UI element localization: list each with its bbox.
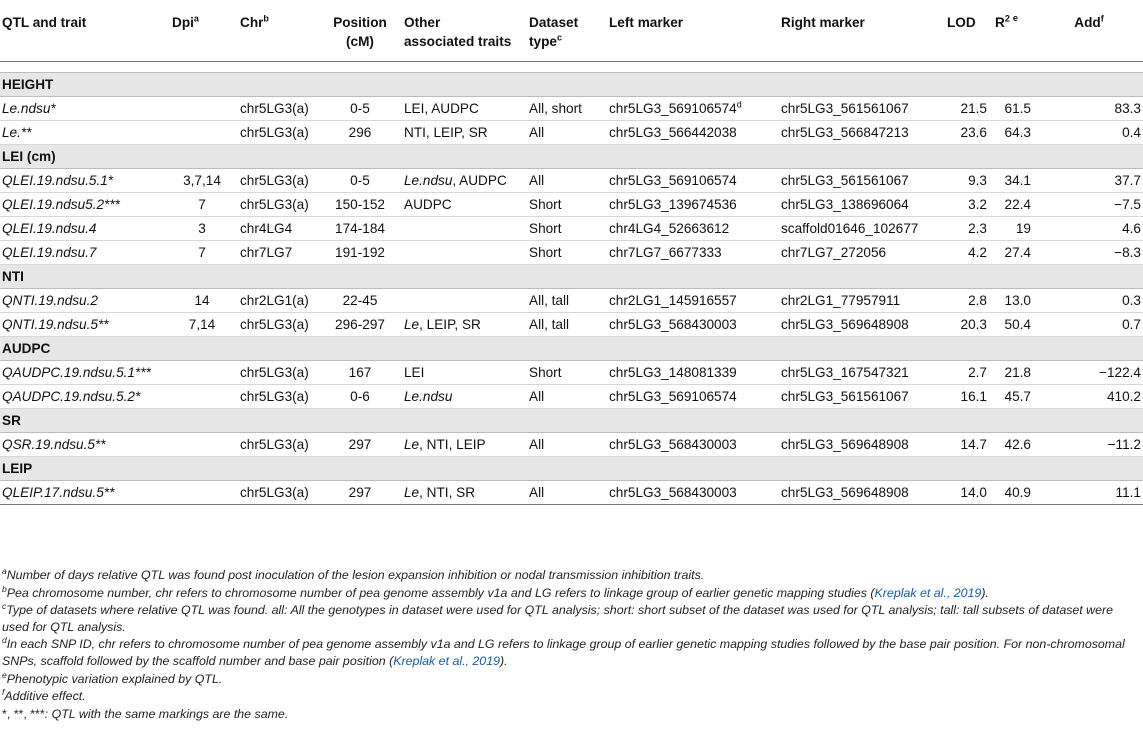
cell-chr: chr5LG3(a) xyxy=(236,385,320,409)
cell-qtl: QNTI.19.ndsu.2 xyxy=(0,289,168,313)
cell-dataset-type: All, short xyxy=(525,97,605,121)
cell-position: 296 xyxy=(320,121,400,145)
cell-other-traits: Le.ndsu, AUDPC xyxy=(400,169,525,193)
cell-left-marker: chr5LG3_568430003 xyxy=(605,313,777,337)
table-row xyxy=(0,289,1143,313)
cell-left-marker: chr7LG7_6677333 xyxy=(605,241,777,265)
cell-dpi: 14 xyxy=(168,289,236,313)
cell-position: 150-152 xyxy=(320,193,400,217)
header-other-traits: Other associated traits xyxy=(400,0,525,62)
cell-right-marker: chr5LG3_561561067 xyxy=(777,385,943,409)
cell-right-marker: chr7LG7_272056 xyxy=(777,241,943,265)
cell-dpi xyxy=(168,481,236,505)
table-body xyxy=(0,62,1143,505)
cell-r2: 21.8 xyxy=(991,361,1035,385)
cell-chr: chr4LG4 xyxy=(236,217,320,241)
cell-other-traits xyxy=(400,217,525,241)
cell-lod: 23.6 xyxy=(943,121,991,145)
section-title: SR xyxy=(0,409,1143,433)
cell-chr: chr5LG3(a) xyxy=(236,97,320,121)
cell-other-traits xyxy=(400,241,525,265)
cell-chr: chr7LG7 xyxy=(236,241,320,265)
table-row xyxy=(0,481,1143,505)
section-title: LEI (cm) xyxy=(0,145,1143,169)
cell-dataset-type: Short xyxy=(525,361,605,385)
cell-dpi: 7 xyxy=(168,241,236,265)
cell-chr: chr5LG3(a) xyxy=(236,481,320,505)
cell-dpi: 7,14 xyxy=(168,313,236,337)
table-row xyxy=(0,121,1143,145)
cell-add: 0.7 xyxy=(1035,313,1143,337)
cell-right-marker: chr2LG1_77957911 xyxy=(777,289,943,313)
cell-r2: 27.4 xyxy=(991,241,1035,265)
cell-dataset-type: All, tall xyxy=(525,289,605,313)
section-header xyxy=(0,337,1143,361)
table-row xyxy=(0,169,1143,193)
cell-qtl: Le.** xyxy=(0,121,168,145)
cell-qtl: QAUDPC.19.ndsu.5.1*** xyxy=(0,361,168,385)
cell-lod: 14.0 xyxy=(943,481,991,505)
cell-add: 37.7 xyxy=(1035,169,1143,193)
header-qtl: QTL and trait xyxy=(0,0,168,62)
cell-qtl: QAUDPC.19.ndsu.5.2* xyxy=(0,385,168,409)
table-row xyxy=(0,433,1143,457)
cell-add: 410.2 xyxy=(1035,385,1143,409)
cell-add: 83.3 xyxy=(1035,97,1143,121)
cell-add: −8.3 xyxy=(1035,241,1143,265)
header-dpi: Dpi$^a$ xyxy=(168,0,236,62)
cell-add: 0.4 xyxy=(1035,121,1143,145)
cell-r2: 64.3 xyxy=(991,121,1035,145)
cell-dpi: 3 xyxy=(168,217,236,241)
cell-dataset-type: Short xyxy=(525,193,605,217)
cell-r2: 42.6 xyxy=(991,433,1035,457)
cell-dataset-type: All xyxy=(525,121,605,145)
cell-chr: chr5LG3(a) xyxy=(236,433,320,457)
cell-dpi xyxy=(168,385,236,409)
footnote-a: $^a$Number of days relative QTL was found post inoculation of the lesion expansion inhibition or nodal transmission inhibition traits. xyxy=(2,565,705,582)
cell-dpi xyxy=(168,361,236,385)
cell-add: −7.5 xyxy=(1035,193,1143,217)
footnotes xyxy=(2,567,1140,723)
table-row xyxy=(0,241,1143,265)
cell-other-traits: Le, NTI, LEIP xyxy=(400,433,525,457)
cell-other-traits: LEI, AUDPC xyxy=(400,97,525,121)
table-row xyxy=(0,217,1143,241)
cell-add: −122.4 xyxy=(1035,361,1143,385)
cell-qtl: Le.ndsu* xyxy=(0,97,168,121)
cell-dataset-type: All xyxy=(525,169,605,193)
header-spacer xyxy=(0,62,1143,73)
cell-qtl: QNTI.19.ndsu.5** xyxy=(0,313,168,337)
cell-left-marker: chr5LG3_148081339 xyxy=(605,361,777,385)
cell-lod: 14.7 xyxy=(943,433,991,457)
cell-other-traits: Le, LEIP, SR xyxy=(400,313,525,337)
cell-lod: 2.8 xyxy=(943,289,991,313)
table-row xyxy=(0,313,1143,337)
cell-left-marker: chr5LG3_569106574 xyxy=(605,385,777,409)
cell-chr: chr5LG3(a) xyxy=(236,169,320,193)
cell-right-marker: chr5LG3_167547321 xyxy=(777,361,943,385)
cell-lod: 21.5 xyxy=(943,97,991,121)
section-header xyxy=(0,409,1143,433)
cell-left-marker: chr2LG1_145916557 xyxy=(605,289,777,313)
cell-add: 11.1 xyxy=(1035,481,1143,505)
cell-r2: 61.5 xyxy=(991,97,1035,121)
cell-dataset-type: Short xyxy=(525,217,605,241)
cell-add: 4.6 xyxy=(1035,217,1143,241)
footnote-f: $^f$Additive effect. xyxy=(2,687,86,704)
cell-lod: 16.1 xyxy=(943,385,991,409)
cell-right-marker: chr5LG3_138696064 xyxy=(777,193,943,217)
cell-qtl: QLEI.19.ndsu.5.1* xyxy=(0,169,168,193)
cell-left-marker: chr5LG3_566442038 xyxy=(605,121,777,145)
header-add: Add$^f$ xyxy=(1035,0,1143,62)
cell-chr: chr5LG3(a) xyxy=(236,121,320,145)
cell-other-traits: Le.ndsu xyxy=(400,385,525,409)
table-row xyxy=(0,385,1143,409)
cell-dataset-type: All xyxy=(525,385,605,409)
footnote-c: $^c$Type of datasets where relative QTL was found. all: All the genotypes in dataset were used for QTL analysis; short: short subset of the dataset was used for QTL analysis; tall: tall subsets of dataset were used for QTL analysis. xyxy=(2,601,1114,634)
cell-other-traits: NTI, LEIP, SR xyxy=(400,121,525,145)
cell-lod: 4.2 xyxy=(943,241,991,265)
cell-r2: 45.7 xyxy=(991,385,1035,409)
reference-link[interactable]: Kreplak et al., 2019 xyxy=(393,653,500,668)
header-dataset-type: Dataset type$^c$ xyxy=(525,0,605,62)
footnote-b: $^b$Pea chromosome number, chr refers to chromosome number of pea genome assembly v1a and LG refers to linkage group of earlier genetic mapping studies (Kreplak et al., 2019). xyxy=(2,583,989,600)
cell-lod: 2.3 xyxy=(943,217,991,241)
cell-right-marker: chr5LG3_561561067 xyxy=(777,97,943,121)
cell-qtl: QLEI.19.ndsu.4 xyxy=(0,217,168,241)
cell-left-marker: chr5LG3_569106574 xyxy=(605,169,777,193)
cell-position: 0-5 xyxy=(320,97,400,121)
header-right-marker: Right marker xyxy=(777,0,943,62)
table-row xyxy=(0,97,1143,121)
table-row xyxy=(0,361,1143,385)
cell-left-marker: chr5LG3_139674536 xyxy=(605,193,777,217)
header-left-marker: Left marker xyxy=(605,0,777,62)
section-header xyxy=(0,73,1143,97)
cell-add: 0.3 xyxy=(1035,289,1143,313)
cell-lod: 20.3 xyxy=(943,313,991,337)
cell-r2: 40.9 xyxy=(991,481,1035,505)
cell-position: 297 xyxy=(320,481,400,505)
section-title: AUDPC xyxy=(0,337,1143,361)
cell-r2: 22.4 xyxy=(991,193,1035,217)
cell-dpi: 3,7,14 xyxy=(168,169,236,193)
cell-dataset-type: All xyxy=(525,433,605,457)
cell-r2: 50.4 xyxy=(991,313,1035,337)
cell-left-marker: chr5LG3_568430003 xyxy=(605,481,777,505)
cell-right-marker: chr5LG3_569648908 xyxy=(777,433,943,457)
cell-left-marker: chr5LG3_569106574$^d$ xyxy=(605,97,777,121)
cell-qtl: QLEI.19.ndsu5.2*** xyxy=(0,193,168,217)
footnote-d: $^d$In each SNP ID, chr refers to chromosome number of pea genome assembly v1a and LG refers to linkage group of earlier genetic mapping studies followed by the base pair position. For non-chromosomal SNPs, scaffold followed by the scaffold number and base pair position (Kreplak et al., 2019). xyxy=(2,635,1125,668)
cell-r2: 19 xyxy=(991,217,1035,241)
cell-left-marker: chr4LG4_52663612 xyxy=(605,217,777,241)
cell-lod: 2.7 xyxy=(943,361,991,385)
cell-dpi xyxy=(168,97,236,121)
header-position: Position (cM) xyxy=(320,0,400,62)
cell-dpi xyxy=(168,121,236,145)
cell-other-traits: AUDPC xyxy=(400,193,525,217)
section-title: NTI xyxy=(0,265,1143,289)
header-lod: LOD xyxy=(943,0,991,62)
cell-position: 22-45 xyxy=(320,289,400,313)
cell-add: −11.2 xyxy=(1035,433,1143,457)
cell-qtl: QLEIP.17.ndsu.5** xyxy=(0,481,168,505)
cell-r2: 34.1 xyxy=(991,169,1035,193)
section-title: LEIP xyxy=(0,457,1143,481)
header-r2: $R^2$ $^e$ xyxy=(991,0,1035,62)
cell-chr: chr5LG3(a) xyxy=(236,193,320,217)
cell-lod: 3.2 xyxy=(943,193,991,217)
cell-right-marker: scaffold01646_102677 xyxy=(777,217,943,241)
cell-qtl: QLEI.19.ndsu.7 xyxy=(0,241,168,265)
cell-position: 167 xyxy=(320,361,400,385)
section-header xyxy=(0,145,1143,169)
cell-qtl: QSR.19.ndsu.5** xyxy=(0,433,168,457)
table-header xyxy=(0,0,1143,62)
cell-position: 297 xyxy=(320,433,400,457)
cell-position: 0-6 xyxy=(320,385,400,409)
table-row xyxy=(0,193,1143,217)
cell-right-marker: chr5LG3_566847213 xyxy=(777,121,943,145)
reference-link[interactable]: Kreplak et al., 2019 xyxy=(874,585,982,600)
cell-chr: chr5LG3(a) xyxy=(236,361,320,385)
cell-chr: chr2LG1(a) xyxy=(236,289,320,313)
cell-position: 191-192 xyxy=(320,241,400,265)
cell-left-marker: chr5LG3_568430003 xyxy=(605,433,777,457)
section-header xyxy=(0,457,1143,481)
cell-right-marker: chr5LG3_569648908 xyxy=(777,481,943,505)
cell-other-traits: Le, NTI, SR xyxy=(400,481,525,505)
cell-right-marker: chr5LG3_569648908 xyxy=(777,313,943,337)
footnote-asterisks: *, **, ***: QTL with the same markings are the same. xyxy=(2,706,289,721)
cell-other-traits xyxy=(400,289,525,313)
cell-r2: 13.0 xyxy=(991,289,1035,313)
cell-other-traits: LEI xyxy=(400,361,525,385)
footnote-e: $^e$Phenotypic variation explained by QTL. xyxy=(2,669,223,686)
cell-position: 0-5 xyxy=(320,169,400,193)
cell-position: 296-297 xyxy=(320,313,400,337)
section-header xyxy=(0,265,1143,289)
cell-right-marker: chr5LG3_561561067 xyxy=(777,169,943,193)
cell-dpi xyxy=(168,433,236,457)
cell-dpi: 7 xyxy=(168,193,236,217)
cell-position: 174-184 xyxy=(320,217,400,241)
cell-dataset-type: Short xyxy=(525,241,605,265)
cell-dataset-type: All, tall xyxy=(525,313,605,337)
cell-chr: chr5LG3(a) xyxy=(236,313,320,337)
section-title: HEIGHT xyxy=(0,73,1143,97)
header-chr: Chr$^b$ xyxy=(236,0,320,62)
cell-dataset-type: All xyxy=(525,481,605,505)
cell-lod: 9.3 xyxy=(943,169,991,193)
